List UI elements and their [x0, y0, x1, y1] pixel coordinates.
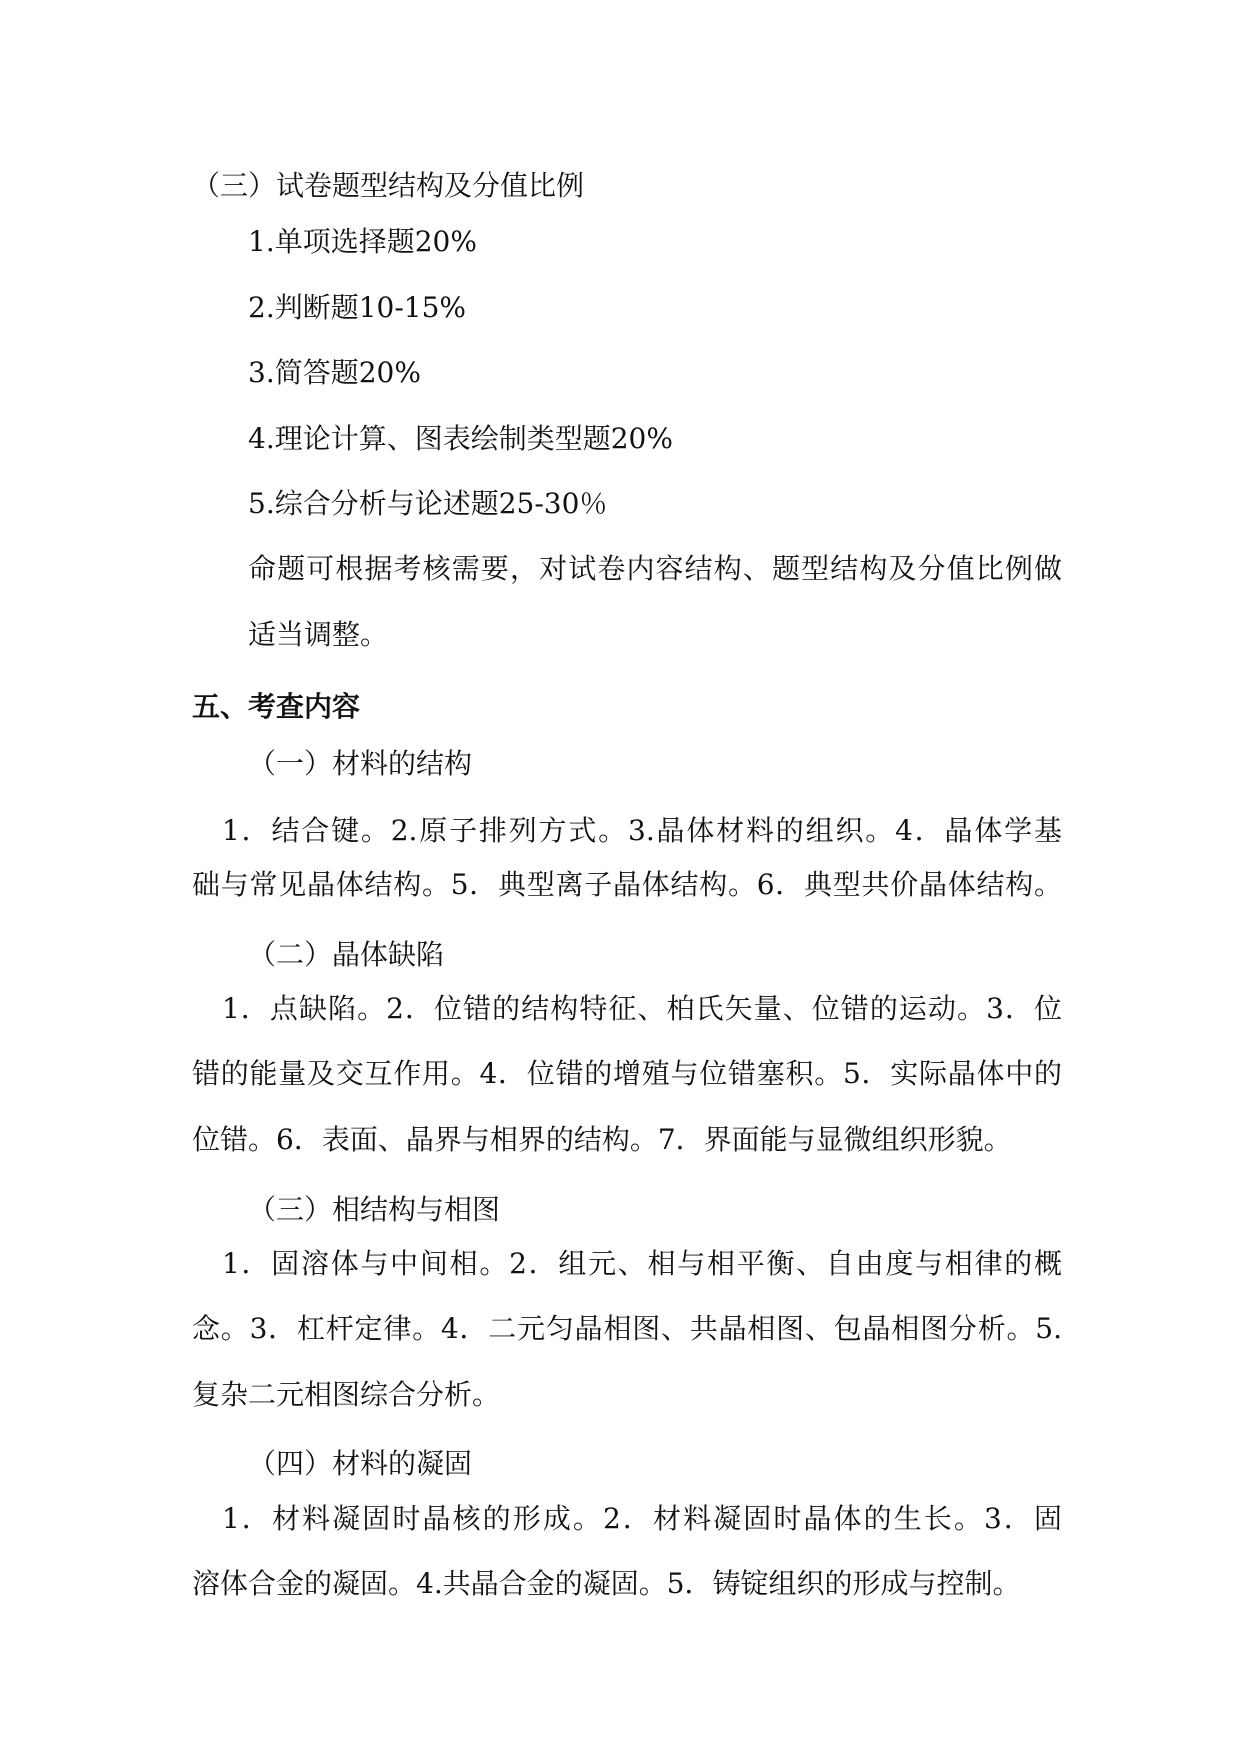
body-line: 1．材料凝固时晶核的形成。2．材料凝固时晶体的生长。3．固 — [222, 1502, 1062, 1535]
body-line: 1．固溶体与中间相。2．组元、相与相平衡、自由度与相律的概 — [222, 1247, 1062, 1280]
list-item: 5.综合分析与论述题25-30％ — [248, 487, 608, 520]
body-line: 础与常见晶体结构。5．典型离子晶体结构。6．典型共价晶体结构。 — [192, 868, 1062, 901]
body-line: 溶体合金的凝固。4.共晶合金的凝固。5．铸锭组织的形成与控制。 — [192, 1567, 1021, 1600]
list-item: 4.理论计算、图表绘制类型题20% — [248, 422, 673, 455]
list-item: 2.判断题10-15% — [248, 291, 467, 324]
list-item: 3.简答题20% — [248, 356, 421, 389]
body-line: 1．点缺陷。2．位错的结构特征、柏氏矢量、位错的运动。3．位 — [222, 992, 1062, 1025]
note-line: 适当调整。 — [248, 618, 389, 651]
note-line: 命题可根据考核需要，对试卷内容结构、题型结构及分值比例做 — [248, 552, 1062, 585]
section-title: （三）试卷题型结构及分值比例 — [192, 169, 585, 202]
list-item: 1.单项选择题20% — [248, 225, 477, 258]
body-line: 1．结合键。2.原子排列方式。3.晶体材料的组织。4．晶体学基 — [222, 814, 1062, 847]
subsection-title: （四）材料的凝固 — [248, 1447, 473, 1480]
body-line: 位错。6．表面、晶界与相界的结构。7．界面能与显微组织形貌。 — [192, 1123, 1012, 1156]
subsection-title: （一）材料的结构 — [248, 747, 473, 780]
section-heading: 五、考查内容 — [192, 690, 361, 723]
subsection-title: （二）晶体缺陷 — [248, 938, 445, 971]
subsection-title: （三）相结构与相图 — [248, 1193, 501, 1226]
body-line: 错的能量及交互作用。4．位错的增殖与位错塞积。5．实际晶体中的 — [192, 1057, 1062, 1090]
body-line: 复杂二元相图综合分析。 — [192, 1378, 501, 1411]
body-line: 念。3．杠杆定律。4．二元匀晶相图、共晶相图、包晶相图分析。5. — [192, 1312, 1062, 1345]
